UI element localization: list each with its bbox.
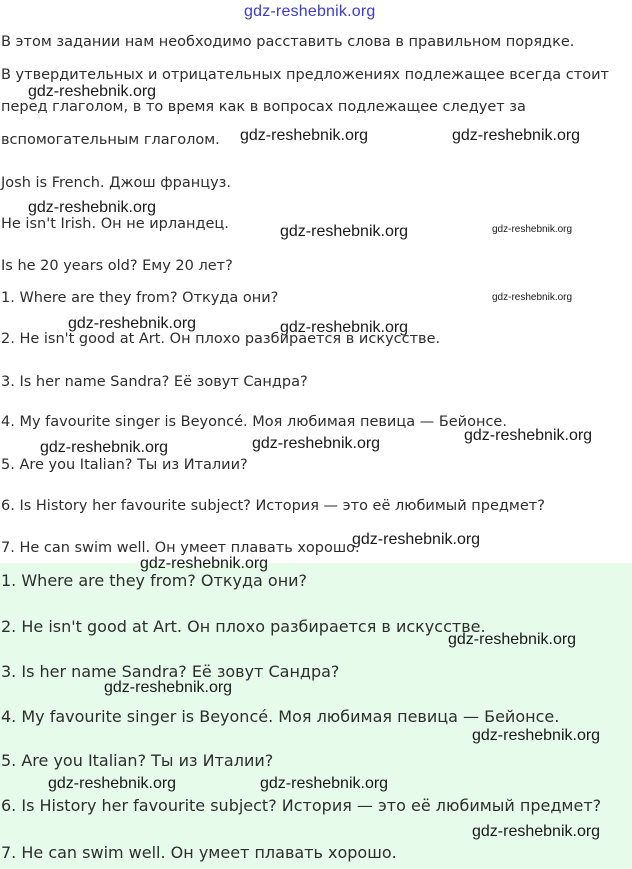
- watermark: gdz-reshebnik.org: [252, 435, 381, 452]
- watermark: gdz-reshebnik.org: [472, 823, 601, 840]
- watermark: gdz-reshebnik.org: [280, 223, 409, 240]
- watermark: gdz-reshebnik.org: [464, 427, 593, 444]
- sentence-line: 3. Is her name Sandra? Её зовут Сандра?: [1, 374, 308, 390]
- answer-line: 3. Is her name Sandra? Её зовут Сандра?: [1, 662, 340, 681]
- answer-line: 5. Are you Italian? Ты из Италии?: [1, 751, 274, 770]
- explanation-rule-line-3: вспомогательным глаголом.: [1, 132, 220, 148]
- watermark: gdz-reshebnik.org: [140, 555, 269, 572]
- watermark: gdz-reshebnik.org: [48, 775, 177, 792]
- sentence-line: 1. Where are they from? Откуда они?: [1, 290, 279, 306]
- watermark: gdz-reshebnik.org: [452, 127, 581, 144]
- watermark: gdz-reshebnik.org: [492, 224, 573, 235]
- site-watermark: gdz-reshebnik.org: [244, 3, 376, 20]
- sentence-line: 7. He can swim well. Он умеет плавать хорошо.: [1, 540, 360, 556]
- sentence-line: 5. Are you Italian? Ты из Италии?: [1, 457, 248, 473]
- watermark: gdz-reshebnik.org: [472, 727, 601, 744]
- watermark: gdz-reshebnik.org: [492, 292, 573, 303]
- watermark: gdz-reshebnik.org: [280, 319, 409, 336]
- sentence-line: 2. He isn't good at Art. Он плохо разбирается в искусстве.: [1, 331, 441, 347]
- answer-line: 4. My favourite singer is Beyoncé. Моя любимая певица — Бейонсе.: [1, 707, 560, 726]
- answer-line: 6. Is History her favourite subject? История — это её любимый предмет?: [1, 796, 602, 815]
- watermark: gdz-reshebnik.org: [28, 83, 157, 100]
- watermark: gdz-reshebnik.org: [260, 775, 389, 792]
- sentence-line: 4. My favourite singer is Beyoncé. Моя любимая певица — Бейонсе.: [1, 414, 507, 430]
- example-line: Josh is French. Джош француз.: [1, 175, 231, 191]
- watermark: gdz-reshebnik.org: [352, 531, 481, 548]
- watermark: gdz-reshebnik.org: [240, 127, 369, 144]
- sentence-line: 6. Is History her favourite subject? История — это её любимый предмет?: [1, 498, 545, 514]
- answer-line: 2. He isn't good at Art. Он плохо разбирается в искусстве.: [1, 617, 486, 636]
- answer-line: 7. He can swim well. Он умеет плавать хорошо.: [1, 843, 397, 862]
- example-line: He isn't Irish. Он не ирландец.: [1, 216, 229, 232]
- answer-line: 1. Where are they from? Откуда они?: [1, 571, 308, 590]
- watermark: gdz-reshebnik.org: [68, 315, 197, 332]
- watermark: gdz-reshebnik.org: [104, 679, 233, 696]
- watermark: gdz-reshebnik.org: [28, 199, 157, 216]
- explanation-intro: В этом задании нам необходимо расставить слова в правильном порядке.: [1, 34, 575, 50]
- example-line: Is he 20 years old? Ему 20 лет?: [1, 258, 233, 274]
- watermark: gdz-reshebnik.org: [448, 631, 577, 648]
- watermark: gdz-reshebnik.org: [40, 439, 169, 456]
- explanation-rule-line-2: перед глаголом, в то время как в вопросах подлежащее следует за: [1, 99, 526, 115]
- explanation-rule-line-1: В утвердительных и отрицательных предложениях подлежащее всегда стоит: [1, 67, 609, 83]
